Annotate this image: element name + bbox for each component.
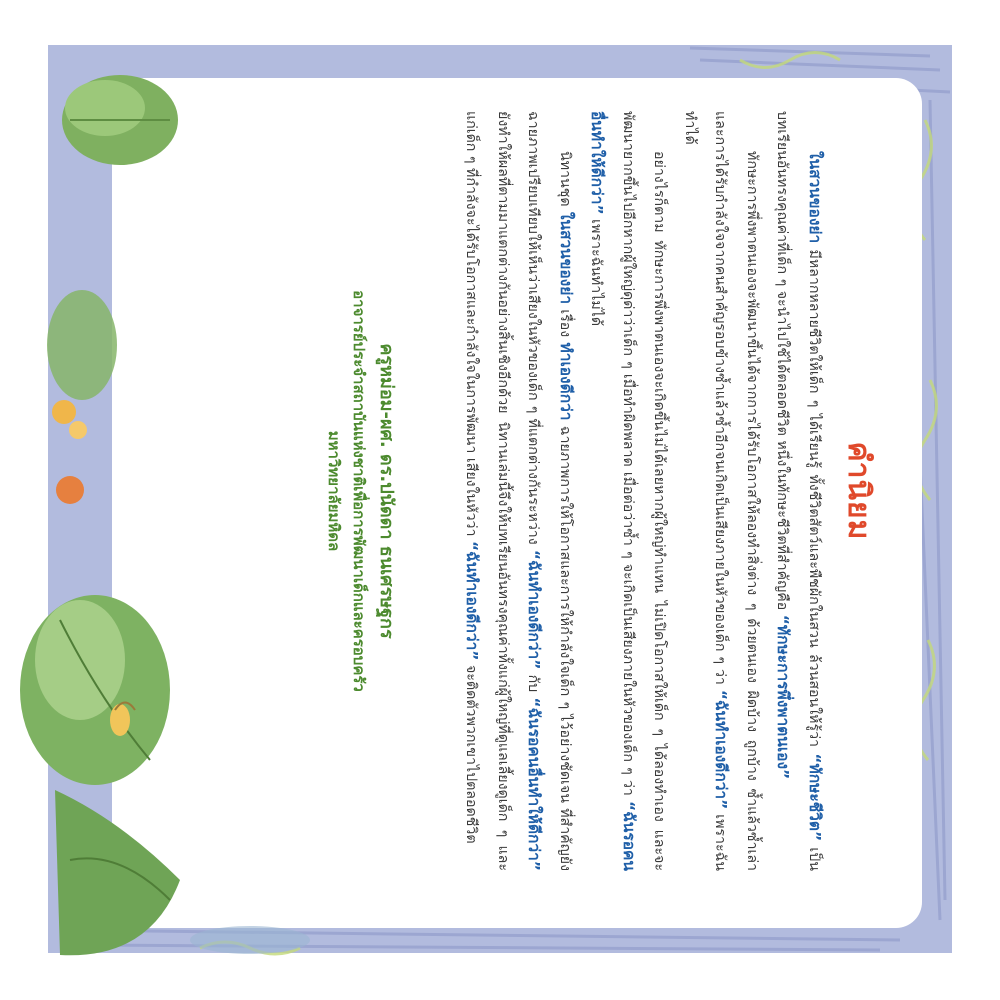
text-run: ทักษะการพึ่งพาตนเองจะพัฒนาขึ้นได้จากการได้รับโอกาสให้ลองทำสิ่งต่าง ๆ ด้วยตนเอง ผิดบ้าง ถูกบ้าง ซ้ำแล้วซ้ำเล่า และการได้รับกำลังใจจากคนสำคัญรอบข้างซ้ำแล้วซ้ำอีกจนเกิดเป็นเสียงภายในหัวของเด็ก ๆ ว่า (712, 111, 760, 871)
paragraph (675, 111, 768, 871)
highlight-phrase: “ฉันทำเองดีกว่า” (463, 540, 482, 661)
highlight-phrase: “ฉันรอคนอื่นทำให้ดีกว่า” (525, 697, 544, 871)
paragraph (581, 111, 675, 871)
text-run: เป็นบทเรียนอันทรงคุณค่าที่เด็ก ๆ จะนำไปใช้ได้ตลอดชีวิต หนึ่งในทักษะชีวิตที่สำคัญคือ (774, 111, 822, 871)
text-run: เรื่อง (557, 304, 573, 343)
highlight-phrase: ทำเองดีกว่า (557, 342, 575, 421)
highlight-phrase: ในสวนของย่า (806, 151, 824, 244)
highlight-phrase: “ทักษะการพึ่งพาตนเอง” (774, 614, 793, 780)
text-run: เพราะฉันทำไม่ได้ (588, 214, 605, 327)
highlight-phrase: “ฉันทำเองดีกว่า” (525, 549, 544, 670)
text-run: กับ (525, 669, 542, 698)
text-run: นิทานชุด (557, 151, 573, 212)
highlight-phrase: ในสวนของย่า (557, 211, 575, 305)
rotated-text-page (322, 111, 882, 871)
author-university: มหาวิทยาลัยมหิดล (325, 430, 343, 552)
highlight-phrase: “ทักษะชีวิต” (806, 753, 824, 842)
author-position: อาจารย์ประจำสถาบันแห่งชาติเพื่อการพัฒนาเด็กและครอบครัว (350, 290, 368, 692)
page-title: คำนิยม (841, 441, 876, 541)
highlight-phrase: “ฉันรอคนอื่นทำให้ดีกว่า” (588, 111, 638, 871)
text-run: เพราะฉันทำได้ (682, 111, 729, 871)
highlight-phrase: “ฉันทำเองดีกว่า” (712, 689, 731, 810)
text-run: ยังทำให้ผลที่ตามมาแตกต่างกันอย่างสิ้นเชิงอีกด้วย นิทานเล่มนี้จึงให้บทเรียนอันทรงคุณค่าทั้งแก่ผู้ใหญ่ที่ดูแลเลี้ยงดูเด็ก ๆ และแก่เด็ก ๆ ที่กำลังจะได้รับโอกาสและกำลังใจในการพัฒนา เสียงในหัวว่า (463, 111, 511, 871)
text-run: จะติดตัวพวกเขาไปตลอดชีวิต (463, 660, 480, 844)
text-run: ฉายภาพการให้โอกาสและการให้กำลังใจเด็ก ๆ ไว้อย่างชัดเจน ที่สำคัญยังฉายภาพเปรียบเทียบให้เห็นว่าเสียงในหัวของเด็ก ๆ ที่แตกต่างกันระหว่าง (525, 111, 573, 872)
paragraph (767, 111, 830, 871)
text-run: มีหลากหลายชีวิตให้เด็ก ๆ ได้เรียนรู้ ทั้งชีวิตสัตว์และพืชผักในสวน ล้วนสอนให้รู้ว่า (806, 243, 822, 754)
paragraph (456, 111, 581, 871)
body-text (456, 111, 830, 871)
author-name: ครูหม่อม-ผศ. ดร.ปนัดดา ธนเศรษฐกร (376, 343, 397, 639)
text-run: อย่างไรก็ตาม ทักษะการพึ่งพาตนเองจะเกิดขึ้นไม่ได้เลยหากผู้ใหญ่ทำแทน ไม่เปิดโอกาสให้เด็ก ๆ ได้ลองทำเอง และจะพัฒนายากขึ้นไปอีกหากผู้ใหญ่ดุด่าว่าเด็ก ๆ เมื่อทำผิดพลาด เมื่อต่อว่าซ้ำ ๆ จะเกิดเป็นเสียงภายในหัวของเด็ก ๆ ว่า (620, 111, 668, 871)
